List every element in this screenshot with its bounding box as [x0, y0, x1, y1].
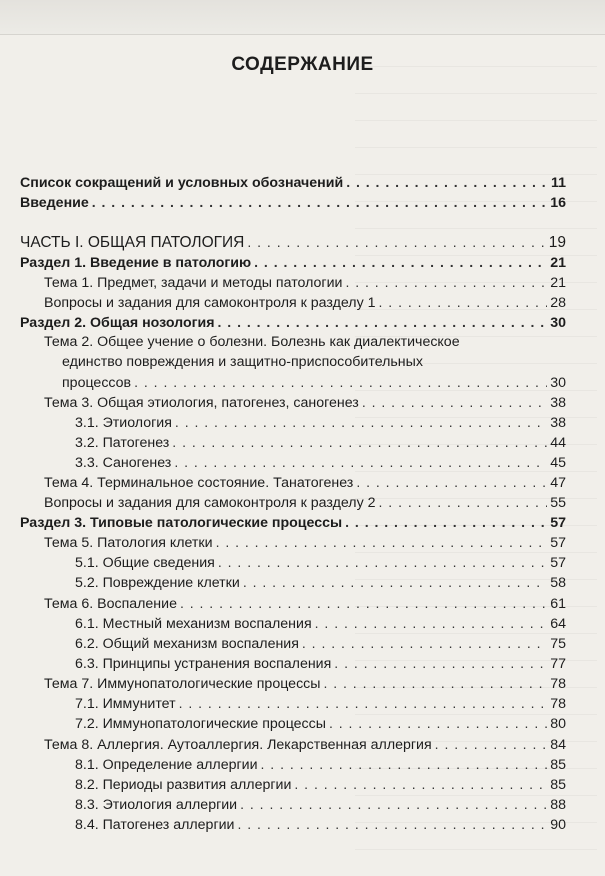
toc-entry-page: 47 — [550, 475, 566, 491]
toc-entry-page: 90 — [550, 817, 566, 833]
toc-entry-label: 5.1. Общие сведения — [75, 555, 215, 571]
toc-entry-label: 6.2. Общий механизм воспаления — [75, 636, 299, 652]
toc-entry-page: 57 — [550, 555, 566, 571]
dot-leader — [435, 735, 548, 754]
toc-entry-3-2[interactable] — [75, 433, 566, 452]
toc-entry-label: 6.3. Принципы устранения воспаления — [75, 656, 332, 672]
toc-entry-page: 55 — [550, 495, 566, 511]
toc-entry-label: 7.2. Иммунопатологические процессы — [75, 716, 326, 732]
toc-entry-page: 19 — [548, 234, 566, 251]
dot-leader — [346, 173, 548, 192]
toc-entry-section-1[interactable] — [20, 253, 566, 272]
toc-entry-page: 78 — [550, 676, 566, 692]
toc-entry-questions-2[interactable] — [44, 493, 566, 512]
toc-entry-page: 85 — [550, 757, 566, 773]
toc-entry-page: 21 — [550, 275, 566, 291]
toc-entry-page: 21 — [550, 255, 566, 271]
toc-entry-page: 57 — [550, 515, 566, 531]
dot-leader — [134, 373, 547, 392]
toc-entry-6-3[interactable] — [75, 654, 566, 673]
dot-leader — [315, 614, 548, 633]
toc-entry-topic-4[interactable] — [44, 473, 566, 492]
toc-entry-7-1[interactable] — [75, 694, 566, 713]
toc-entry-page: 88 — [550, 797, 566, 813]
dot-leader — [356, 473, 547, 492]
toc-entry-label: 3.1. Этиология — [75, 415, 172, 431]
dot-leader — [243, 573, 547, 592]
toc-entry-topic-2-line-2[interactable]: единство повреждения и защитно-приспособительных — [62, 354, 423, 370]
toc-entry-page: 75 — [550, 636, 566, 652]
toc-entry-3-3[interactable] — [75, 453, 566, 472]
toc-entry-label: Тема 5. Патология клетки — [44, 535, 213, 551]
toc-entry-label: 3.3. Саногенез — [75, 455, 172, 471]
dot-leader — [379, 493, 548, 512]
toc-entry-8-4[interactable] — [75, 815, 566, 834]
toc-entry-page: 80 — [550, 716, 566, 732]
toc-entry-label: Список сокращений и условных обозначений — [20, 175, 344, 191]
toc-entry-page: 45 — [550, 455, 566, 471]
toc-entry-label: 5.2. Повреждение клетки — [75, 575, 240, 591]
toc-entry-label: Вопросы и задания для самоконтроля к разделу 1 — [44, 295, 376, 311]
toc-entry-page: 58 — [550, 575, 566, 591]
toc-entry-6-2[interactable] — [75, 634, 566, 653]
toc-entry-8-2[interactable] — [75, 775, 566, 794]
toc-entry-page: 57 — [550, 535, 566, 551]
toc-entry-page: 28 — [550, 295, 566, 311]
dot-leader — [240, 795, 547, 814]
dot-leader — [237, 815, 547, 834]
dot-leader — [345, 273, 547, 292]
dot-leader — [172, 433, 547, 452]
toc-entry-topic-8[interactable] — [44, 735, 566, 754]
toc-entry-label: ЧАСТЬ I. ОБЩАЯ ПАТОЛОГИЯ — [20, 234, 245, 251]
toc-entry-label: 7.1. Иммунитет — [75, 696, 176, 712]
toc-entry-page: 78 — [550, 696, 566, 712]
toc-entry-topic-2[interactable] — [62, 373, 566, 392]
toc-entry-label: Тема 3. Общая этиология, патогенез, саногенез — [44, 395, 359, 411]
dot-leader — [218, 553, 547, 572]
dot-leader — [179, 694, 548, 713]
toc-entry-page: 11 — [551, 175, 566, 191]
dot-leader — [379, 293, 548, 312]
dot-leader — [302, 634, 547, 653]
dot-leader — [334, 654, 547, 673]
toc-entry-label: 8.1. Определение аллергии — [75, 757, 258, 773]
toc-entry-3-1[interactable] — [75, 413, 566, 432]
toc-entry-abbreviations[interactable] — [20, 173, 566, 192]
toc-entry-label: Раздел 3. Типовые патологические процессы — [20, 515, 343, 531]
dot-leader — [261, 755, 548, 774]
toc-entry-label: 6.1. Местный механизм воспаления — [75, 616, 312, 632]
dot-leader — [323, 674, 547, 693]
toc-entry-page: 38 — [550, 415, 566, 431]
toc-entry-page: 44 — [550, 435, 566, 451]
toc-entry-8-3[interactable] — [75, 795, 566, 814]
toc-entry-label: Тема 4. Терминальное состояние. Танатогенез — [44, 475, 354, 491]
toc-entry-5-1[interactable] — [75, 553, 566, 572]
toc-entry-section-3[interactable] — [20, 513, 566, 532]
toc-entry-label: Раздел 1. Введение в патологию — [20, 255, 252, 271]
toc-entry-page: 64 — [550, 616, 566, 632]
toc-entry-questions-1[interactable] — [44, 293, 566, 312]
dot-leader — [294, 775, 547, 794]
dot-leader — [174, 453, 547, 472]
toc-entry-label: 8.3. Этиология аллергии — [75, 797, 238, 813]
toc-entry-page: 77 — [550, 656, 566, 672]
toc-entry-page: 38 — [550, 395, 566, 411]
toc-entry-page: 84 — [550, 737, 566, 753]
toc-entry-introduction[interactable] — [20, 193, 566, 212]
toc-entry-part-1[interactable] — [20, 233, 566, 252]
toc-entry-page: 30 — [550, 375, 566, 391]
toc-entry-label: 8.4. Патогенез аллергии — [75, 817, 235, 833]
dot-leader — [247, 233, 545, 252]
toc-entry-label: Введение — [20, 195, 89, 211]
toc-entry-page: 85 — [550, 777, 566, 793]
dot-leader — [180, 594, 547, 613]
toc-entry-label: Раздел 2. Общая нозология — [20, 315, 215, 331]
toc-entry-topic-1[interactable] — [44, 273, 566, 292]
toc-entry-8-1[interactable] — [75, 755, 566, 774]
dot-leader — [329, 714, 547, 733]
toc-entry-label: Тема 8. Аллергия. Аутоаллергия. Лекарственная аллергия — [44, 737, 432, 753]
toc-entry-label: Тема 1. Предмет, задачи и методы патологии — [44, 275, 343, 291]
dot-leader — [254, 253, 547, 272]
dot-leader — [362, 393, 547, 412]
toc-entry-page: 30 — [550, 315, 566, 331]
toc-entry-section-2[interactable] — [20, 313, 566, 332]
page-title: СОДЕРЖАНИЕ — [231, 54, 374, 75]
toc-entry-5-2[interactable] — [75, 573, 566, 592]
dot-leader — [92, 193, 547, 212]
toc-entry-label: 3.2. Патогенез — [75, 435, 170, 451]
toc-entry-7-2[interactable] — [75, 714, 566, 733]
toc-entry-label: процессов — [62, 375, 132, 391]
dot-leader — [345, 513, 547, 532]
toc-entry-page: 16 — [550, 195, 566, 211]
dot-leader — [216, 533, 548, 552]
toc-entry-topic-6[interactable] — [44, 594, 566, 613]
toc-entry-label: Тема 7. Иммунопатологические процессы — [44, 676, 321, 692]
toc-entry-topic-3[interactable] — [44, 393, 566, 412]
toc-entry-topic-2-line-1[interactable]: Тема 2. Общее учение о болезни. Болезнь как диалектическое — [44, 334, 460, 350]
toc-entry-label: Тема 6. Воспаление — [44, 596, 177, 612]
toc-entry-topic-7[interactable] — [44, 674, 566, 693]
toc-entry-page: 61 — [550, 596, 566, 612]
toc-entry-label: 8.2. Периоды развития аллергии — [75, 777, 292, 793]
toc-entry-6-1[interactable] — [75, 614, 566, 633]
toc-entry-label: Вопросы и задания для самоконтроля к разделу 2 — [44, 495, 376, 511]
toc-entry-topic-5[interactable] — [44, 533, 566, 552]
dot-leader — [218, 313, 548, 332]
dot-leader — [175, 413, 547, 432]
